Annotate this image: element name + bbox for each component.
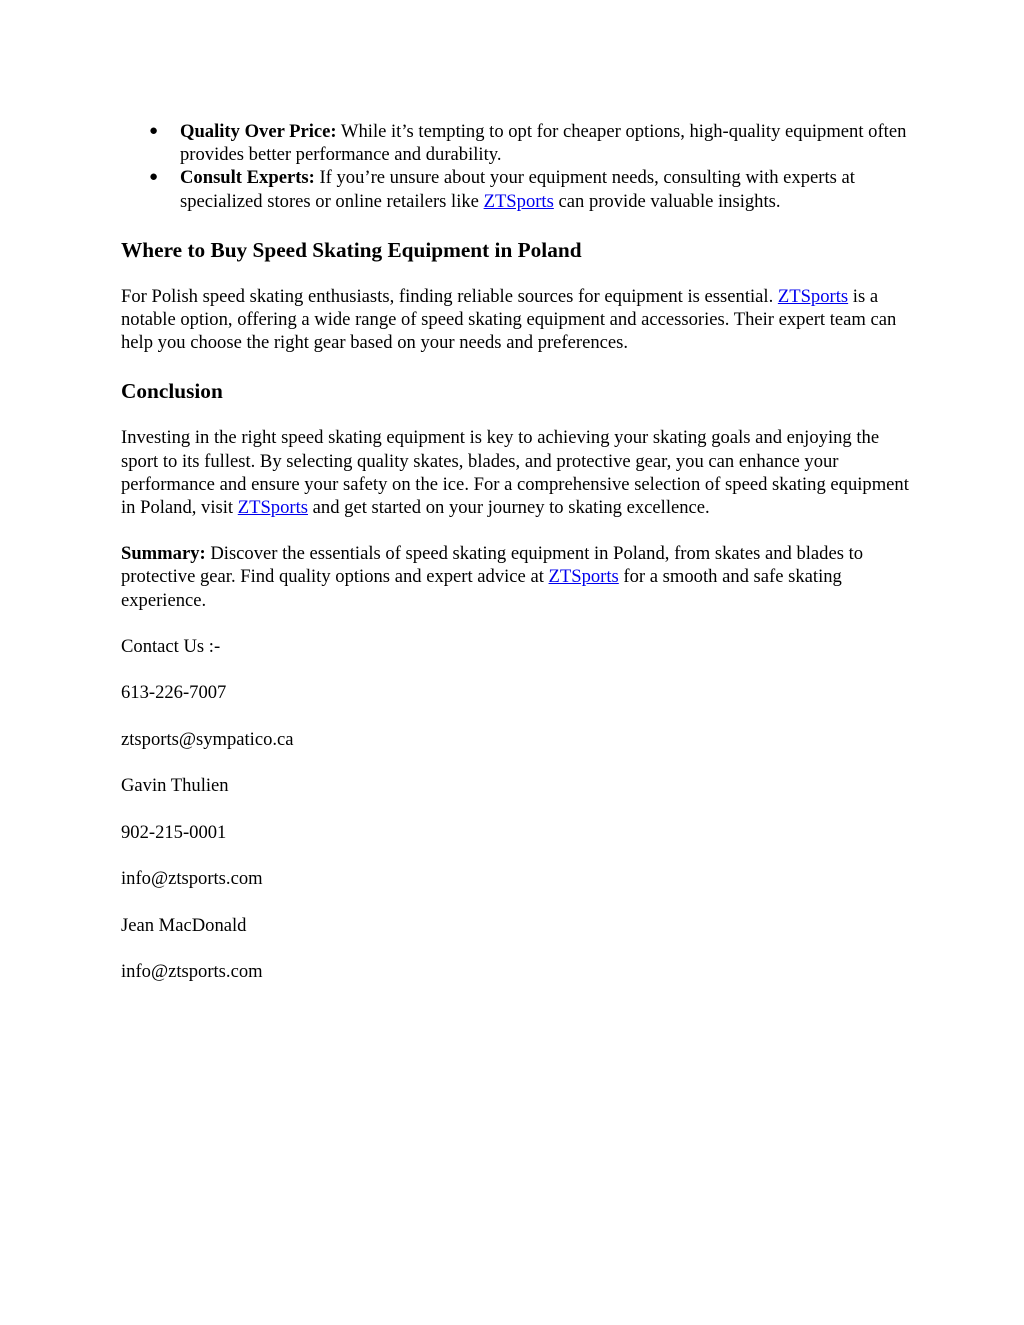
tip-text: can provide valuable insights. (553, 190, 781, 212)
contact-heading: Contact Us :- (121, 635, 221, 657)
conclusion-paragraph (121, 426, 911, 519)
paragraph-text: is a notable option, offering a wide range of speed skating equipment and accessories. Their expert team can help you choose the right gear based on your needs and preferences. (121, 285, 897, 354)
contact-name: Jean MacDonald (121, 914, 247, 936)
contact-email: info@ztsports.com (121, 961, 263, 983)
tips-list (121, 120, 911, 213)
document-page (121, 120, 911, 984)
tip-text: While it’s tempting to opt for cheaper options, high-quality equipment often provides better performance and durability. (180, 121, 907, 166)
ztsports-link[interactable]: ZTSports (777, 285, 849, 307)
contact-email: ztsports@sympatico.ca (121, 728, 294, 750)
paragraph-text: and get started on your journey to skating excellence. (308, 497, 710, 519)
ztsports-link[interactable]: ZTSports (237, 497, 308, 519)
where-to-buy-paragraph (121, 285, 911, 355)
bullet-icon: ● (149, 123, 159, 139)
paragraph-text: For Polish speed skating enthusiasts, finding reliable sources for equipment is essential. (121, 285, 778, 307)
ztsports-link[interactable]: ZTSports (548, 566, 619, 588)
contact-phone: 613-226-7007 (121, 682, 227, 704)
list-item (149, 120, 911, 166)
paragraph-text: for a smooth and safe skating experience. (121, 566, 842, 611)
tip-label: Consult Experts: (180, 167, 315, 189)
paragraph-text: Discover the essentials of speed skating equipment in Poland, from skates and blades to protective gear. Find quality options and expert advice at (121, 543, 864, 588)
conclusion-heading: Conclusion (121, 379, 223, 404)
contact-email: info@ztsports.com (121, 868, 263, 890)
where-to-buy-heading: Where to Buy Speed Skating Equipment in Poland (121, 237, 582, 262)
list-item (149, 166, 911, 212)
contact-name: Gavin Thulien (121, 775, 229, 797)
ztsports-link[interactable]: ZTSports (483, 190, 554, 212)
contact-phone: 902-215-0001 (121, 821, 227, 843)
summary-paragraph (121, 542, 911, 612)
summary-label: Summary: (121, 543, 206, 565)
paragraph-text: Investing in the right speed skating equipment is key to achieving your skating goals and enjoying the sport to its fullest. By selecting quality skates, blades, and protective gear, you can enhance your performance and ensure your safety on the ice. For a comprehensive selection of speed skating equipment in Poland, visit (121, 427, 909, 519)
tip-label: Quality Over Price: (180, 121, 337, 142)
bullet-icon: ● (149, 169, 159, 186)
tip-text: If you’re unsure about your equipment needs, consulting with experts at specialized stores or online retailers like (180, 167, 855, 212)
